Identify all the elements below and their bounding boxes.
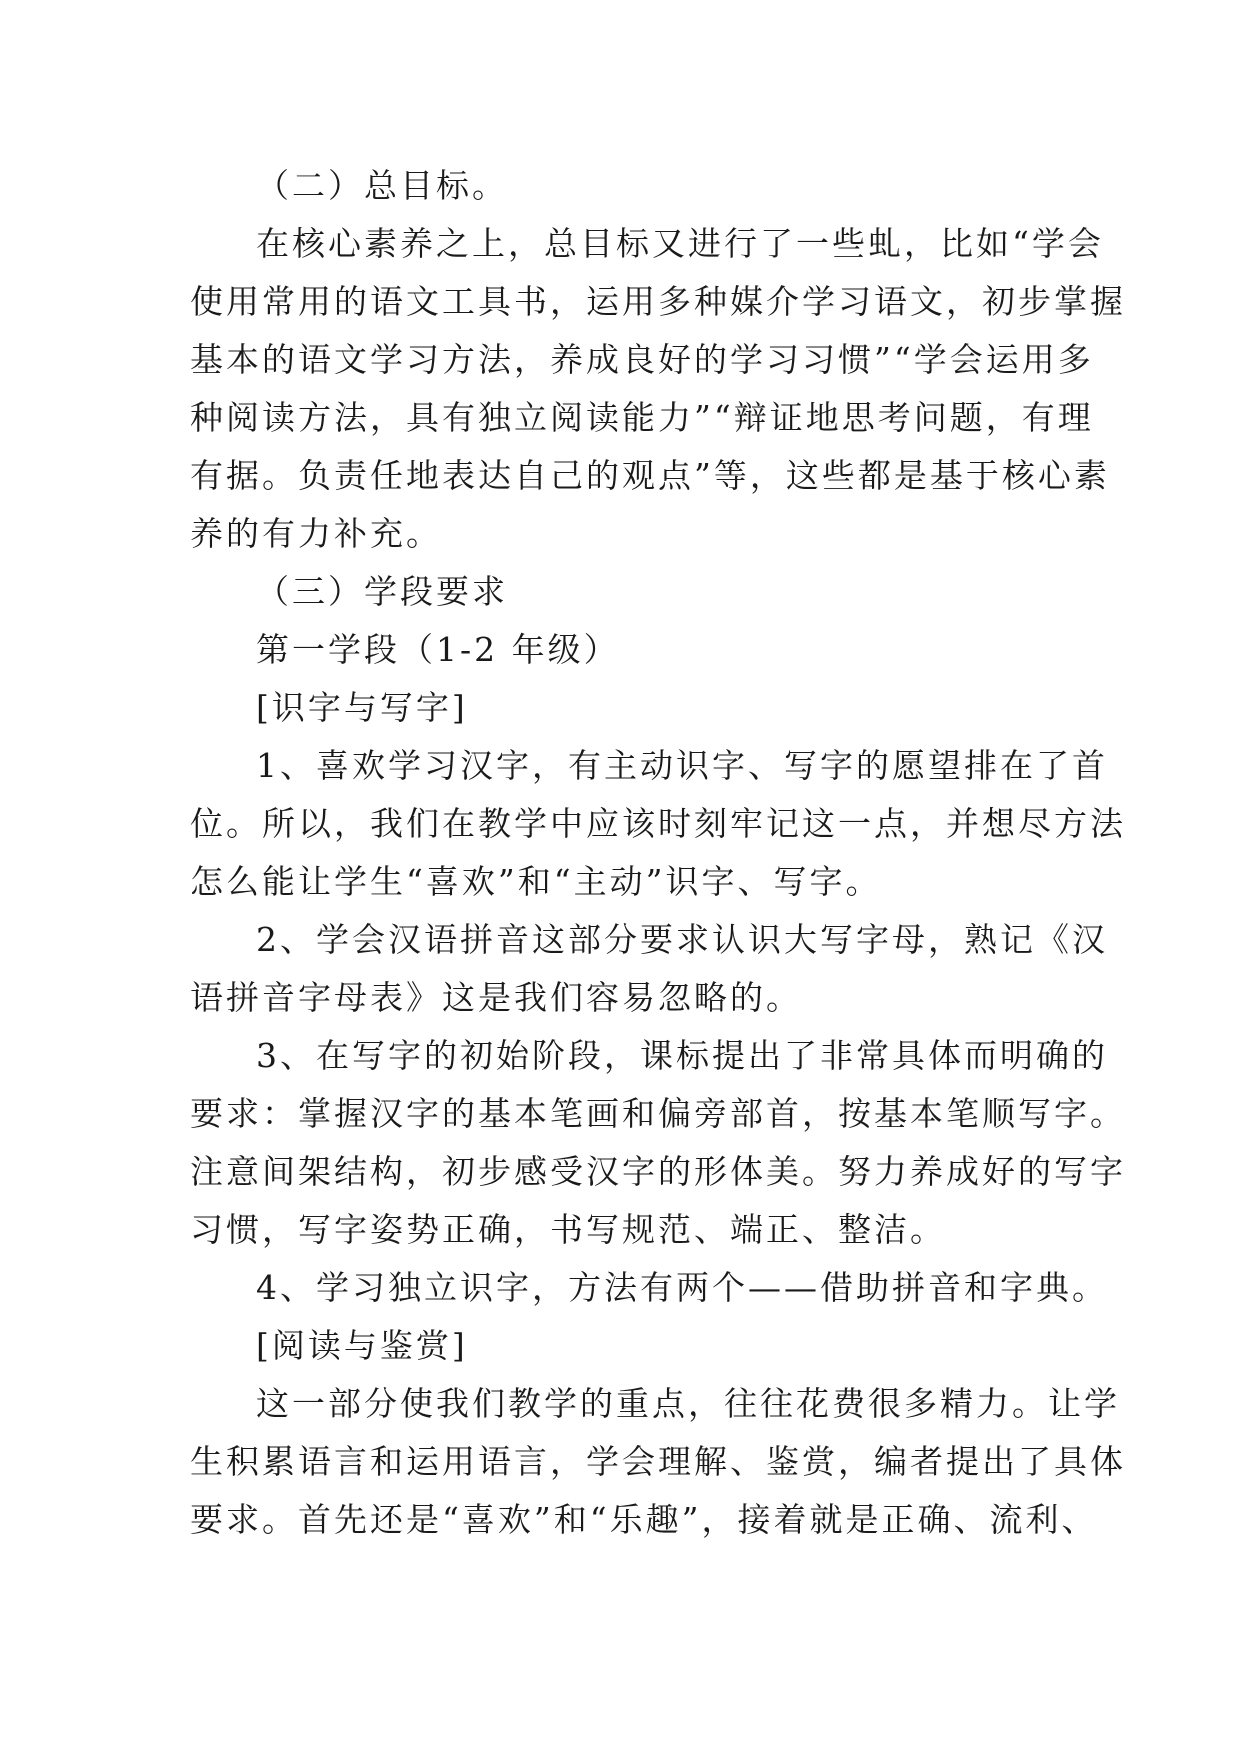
paragraph-line: 3、在写字的初始阶段，课标提出了非常具体而明确的 xyxy=(256,1036,1108,1075)
section-label-reading: [阅读与鉴赏] xyxy=(256,1326,468,1365)
paragraph-line: 注意间架结构，初步感受汉字的形体美。努力养成好的写字 xyxy=(190,1152,1126,1191)
paragraph-line: 这一部分使我们教学的重点，往往花费很多精力。让学 xyxy=(256,1384,1120,1423)
paragraph-line: 怎么能让学生“喜欢”和“主动”识字、写字。 xyxy=(190,862,882,901)
paragraph-line: 养的有力补充。 xyxy=(190,514,442,553)
paragraph-line: 有据。负责任地表达自己的观点”等，这些都是基于核心素 xyxy=(190,456,1110,495)
paragraph-line: 基本的语文学习方法，养成良好的学习习惯”“学会运用多 xyxy=(190,340,1094,379)
paragraph-line: 位。所以，我们在教学中应该时刻牢记这一点，并想尽方法 xyxy=(190,804,1126,843)
heading-overall-goal: （二）总目标。 xyxy=(256,166,508,205)
paragraph-line: 2、学会汉语拼音这部分要求认识大写字母，熟记《汉 xyxy=(256,920,1108,959)
heading-stage-requirements: （三）学段要求 xyxy=(256,572,508,611)
paragraph-line: 使用常用的语文工具书，运用多种媒介学习语文，初步掌握 xyxy=(190,282,1126,321)
section-label-literacy: [识字与写字] xyxy=(256,688,468,727)
paragraph-line: 1、喜欢学习汉字，有主动识字、写字的愿望排在了首 xyxy=(256,746,1108,785)
paragraph-line: 生积累语言和运用语言，学会理解、鉴赏，编者提出了具体 xyxy=(190,1442,1126,1481)
paragraph-line: 要求：掌握汉字的基本笔画和偏旁部首，按基本笔顺写字。 xyxy=(190,1094,1126,1133)
paragraph-line: 4、学习独立识字，方法有两个——借助拼音和字典。 xyxy=(256,1268,1108,1307)
paragraph-line: 在核心素养之上，总目标又进行了一些虬，比如“学会 xyxy=(256,224,1104,263)
paragraph-line: 要求。首先还是“喜欢”和“乐趣”，接着就是正确、流利、 xyxy=(190,1500,1098,1539)
subheading-first-stage: 第一学段（1-2 年级） xyxy=(256,630,620,669)
paragraph-line: 种阅读方法，具有独立阅读能力”“辩证地思考问题，有理 xyxy=(190,398,1094,437)
paragraph-line: 习惯，写字姿势正确，书写规范、端正、整洁。 xyxy=(190,1210,946,1249)
paragraph-line: 语拼音字母表》这是我们容易忽略的。 xyxy=(190,978,802,1017)
